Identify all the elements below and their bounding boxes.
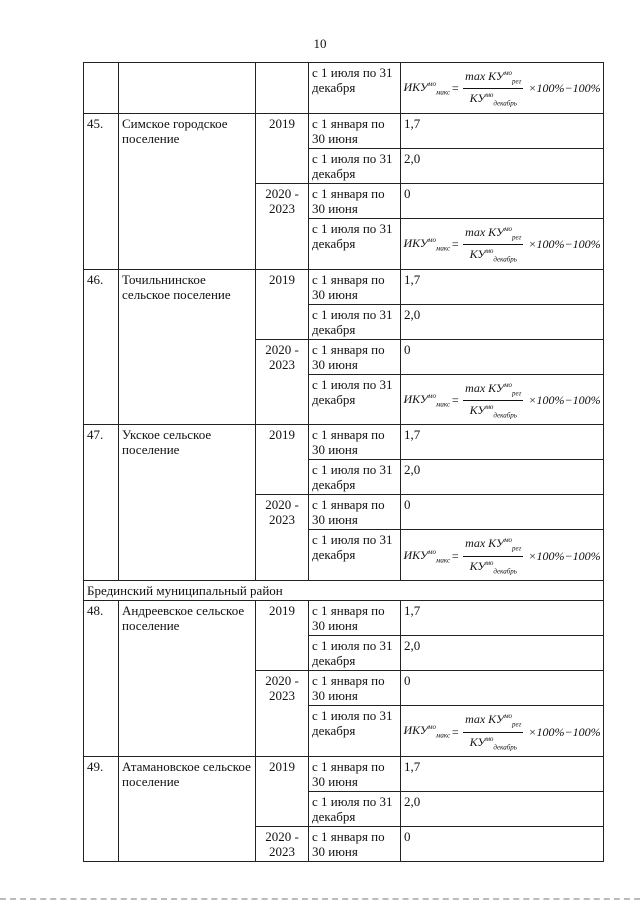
- formula-numerator: $\max КУ^{мо}_{рег}$: [463, 710, 523, 732]
- period-cell: с 1 января по 30 июня: [309, 183, 401, 218]
- formula-tail: ×100%−100%: [528, 81, 601, 96]
- year-cell: 2019: [256, 425, 309, 495]
- formula-ikumax: [404, 534, 600, 578]
- formula-denominator: $КУ^{мо}_{декабрь}$: [469, 91, 517, 108]
- scan-edge-line: [0, 898, 640, 900]
- index-value-cell: 2,0: [401, 148, 604, 183]
- year-cell: 2020 - 2023: [256, 495, 309, 581]
- formula-equals: =: [451, 237, 460, 252]
- region-header: Брединский муниципальный район: [84, 581, 604, 601]
- table-body: [84, 63, 604, 862]
- index-value-cell: [401, 218, 604, 269]
- settlement-name: Андреевское сельское поселение: [119, 601, 256, 757]
- formula-equals: =: [451, 81, 460, 96]
- index-value-cell: 1,7: [401, 269, 604, 304]
- period-cell: с 1 января по 30 июня: [309, 495, 401, 530]
- period-cell: с 1 июля по 31 декабря: [309, 148, 401, 183]
- year-cell: 2020 - 2023: [256, 339, 309, 425]
- settlement-name: Атамановское сельское поселение: [119, 756, 256, 861]
- index-value-cell: [401, 374, 604, 425]
- formula-ikumax: [404, 379, 600, 423]
- index-value-cell: 0: [401, 183, 604, 218]
- year-cell: [256, 63, 309, 114]
- index-value-cell: 0: [401, 339, 604, 374]
- region-row: [84, 581, 604, 601]
- table-row: [84, 425, 604, 460]
- row-number: 45.: [84, 113, 119, 269]
- row-number: 49.: [84, 756, 119, 861]
- period-cell: с 1 июля по 31 декабря: [309, 460, 401, 495]
- formula-denominator: $КУ^{мо}_{декабрь}$: [469, 247, 517, 264]
- index-value-cell: 0: [401, 671, 604, 706]
- tariff-table: [83, 62, 604, 862]
- row-number: 47.: [84, 425, 119, 581]
- formula-lhs: $ИКУ^{мо}_{макс}$: [403, 547, 451, 564]
- index-value-cell: 0: [401, 826, 604, 861]
- period-cell: с 1 июля по 31 декабря: [309, 636, 401, 671]
- formula-fraction: [463, 710, 523, 754]
- index-value-cell: [401, 530, 604, 581]
- settlement-name: Симское городское поселение: [119, 113, 256, 269]
- period-cell: с 1 июля по 31 декабря: [309, 63, 401, 114]
- index-value-cell: [401, 63, 604, 114]
- formula-ikumax: [404, 67, 600, 111]
- year-cell: 2020 - 2023: [256, 826, 309, 861]
- formula-equals: =: [451, 724, 460, 739]
- index-value-cell: 1,7: [401, 756, 604, 791]
- table-row: [84, 63, 604, 114]
- period-cell: с 1 января по 30 июня: [309, 756, 401, 791]
- formula-equals: =: [451, 548, 460, 563]
- year-cell: 2019: [256, 601, 309, 671]
- period-cell: с 1 июля по 31 декабря: [309, 706, 401, 757]
- index-value-cell: 0: [401, 495, 604, 530]
- index-value-cell: 2,0: [401, 460, 604, 495]
- formula-equals: =: [451, 392, 460, 407]
- index-value-cell: 1,7: [401, 601, 604, 636]
- table-row: [84, 756, 604, 791]
- formula-denominator: $КУ^{мо}_{декабрь}$: [469, 558, 517, 576]
- year-cell: 2019: [256, 113, 309, 183]
- period-cell: с 1 января по 30 июня: [309, 339, 401, 374]
- formula-ikumax: [404, 223, 600, 267]
- year-cell: 2020 - 2023: [256, 183, 309, 269]
- formula-lhs: $ИКУ^{мо}_{макс}$: [403, 723, 451, 740]
- formula-tail: ×100%−100%: [528, 392, 601, 407]
- period-cell: с 1 января по 30 июня: [309, 601, 401, 636]
- formula-fraction: [463, 67, 523, 111]
- index-value-cell: 2,0: [401, 304, 604, 339]
- formula-tail: ×100%−100%: [528, 724, 601, 739]
- period-cell: с 1 июля по 31 декабря: [309, 530, 401, 581]
- index-value-cell: 1,7: [401, 425, 604, 460]
- tariff-table-container: [83, 62, 603, 862]
- formula-ikumax: [404, 710, 600, 754]
- formula-lhs: $ИКУ^{мо}_{макс}$: [403, 80, 451, 97]
- formula-tail: ×100%−100%: [528, 237, 601, 252]
- index-value-cell: 1,7: [401, 113, 604, 148]
- formula-fraction: [463, 534, 523, 578]
- period-cell: с 1 января по 30 июня: [309, 826, 401, 861]
- page-number: 10: [313, 36, 327, 51]
- formula-tail: ×100%−100%: [528, 548, 601, 563]
- row-number: [84, 63, 119, 114]
- formula-fraction: [463, 379, 523, 423]
- formula-lhs: $ИКУ^{мо}_{макс}$: [403, 235, 451, 253]
- formula-numerator: $\max КУ^{мо}_{рег}$: [463, 223, 523, 245]
- period-cell: с 1 июля по 31 декабря: [309, 791, 401, 826]
- index-value-cell: [401, 706, 604, 757]
- period-cell: с 1 июля по 31 декабря: [309, 374, 401, 425]
- settlement-name: Укское сельское поселение: [119, 425, 256, 581]
- formula-denominator: $КУ^{мо}_{декабрь}$: [469, 402, 517, 420]
- table-row: [84, 269, 604, 304]
- period-cell: с 1 января по 30 июня: [309, 113, 401, 148]
- year-cell: 2020 - 2023: [256, 671, 309, 757]
- table-row: [84, 601, 604, 636]
- period-cell: с 1 июля по 31 декабря: [309, 304, 401, 339]
- year-cell: 2019: [256, 756, 309, 826]
- formula-fraction: [463, 223, 523, 267]
- period-cell: с 1 января по 30 июня: [309, 269, 401, 304]
- index-value-cell: 2,0: [401, 636, 604, 671]
- formula-denominator: $КУ^{мо}_{декабрь}$: [469, 734, 517, 751]
- row-number: 46.: [84, 269, 119, 425]
- index-value-cell: 2,0: [401, 791, 604, 826]
- period-cell: с 1 января по 30 июня: [309, 425, 401, 460]
- period-cell: с 1 июля по 31 декабря: [309, 218, 401, 269]
- settlement-name: [119, 63, 256, 114]
- table-row: [84, 113, 604, 148]
- formula-numerator: $\max КУ^{мо}_{рег}$: [463, 67, 523, 89]
- formula-numerator: $\max КУ^{мо}_{рег}$: [463, 534, 523, 556]
- period-cell: с 1 января по 30 июня: [309, 671, 401, 706]
- formula-numerator: $\max КУ^{мо}_{рег}$: [463, 379, 523, 401]
- year-cell: 2019: [256, 269, 309, 339]
- row-number: 48.: [84, 601, 119, 757]
- formula-lhs: $ИКУ^{мо}_{макс}$: [403, 391, 451, 409]
- settlement-name: Точильнинское сельское поселение: [119, 269, 256, 425]
